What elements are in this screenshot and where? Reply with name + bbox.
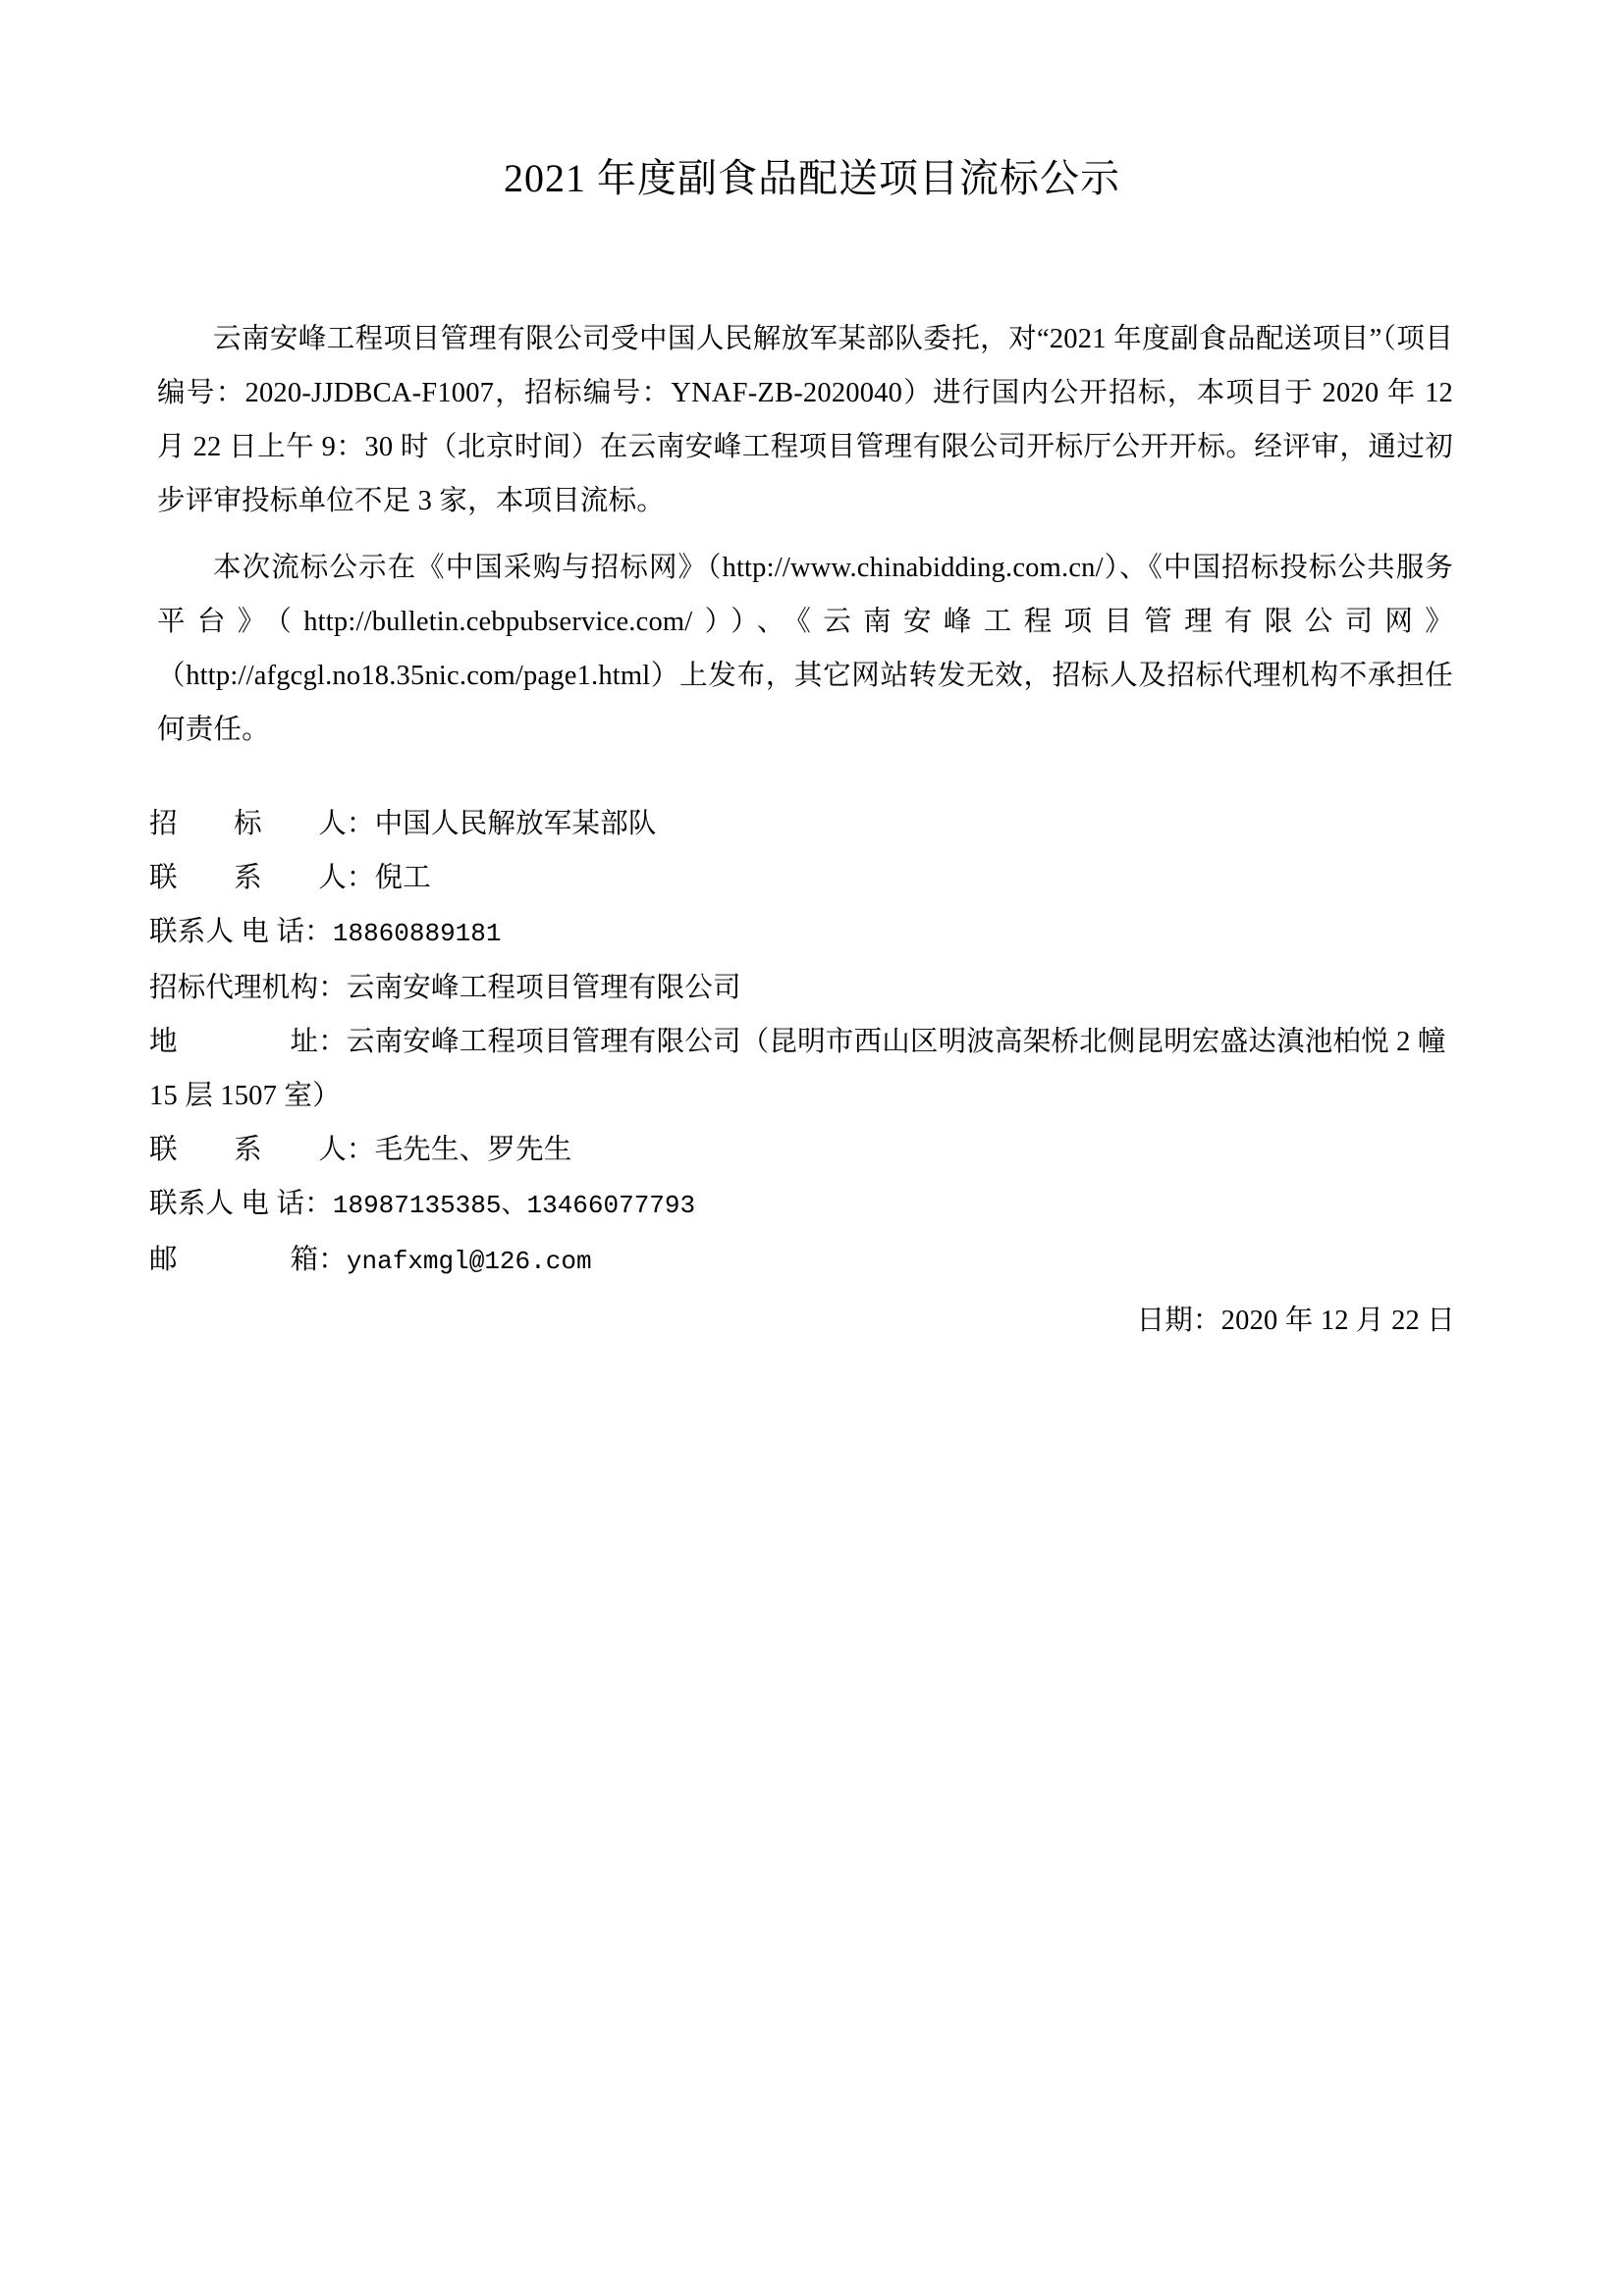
list-item xyxy=(149,1015,1465,1123)
list-item xyxy=(149,797,1465,851)
contact-info-list xyxy=(149,797,1465,1289)
document-date: 日期：2020 年 12 月 22 日 xyxy=(1136,1306,1455,1336)
info-label: 联 系 人： xyxy=(149,863,375,893)
info-value: 18987135385、13466077793 xyxy=(332,1191,696,1220)
info-value: 云南安峰工程项目管理有限公司（昆明市西山区明波高架桥北侧昆明宏盛达滇池柏悦 2 幢 15 层 1507 室） xyxy=(149,1027,1446,1111)
list-item xyxy=(149,1177,1465,1233)
page-title: 2021 年度副食品配送项目流标公示 xyxy=(504,156,1120,200)
info-value: 毛先生、罗先生 xyxy=(374,1135,572,1165)
info-value: 中国人民解放军某部队 xyxy=(374,809,657,839)
info-value: 云南安峰工程项目管理有限公司 xyxy=(346,973,741,1003)
document-body xyxy=(157,312,1453,757)
info-value: ynafxmgl@126.com xyxy=(346,1247,592,1276)
info-value: 倪工 xyxy=(374,863,432,893)
list-item xyxy=(149,961,1465,1015)
list-item xyxy=(149,1123,1465,1177)
info-label: 联系人 电 话： xyxy=(149,1189,333,1219)
info-label: 联 系 人： xyxy=(149,1135,375,1165)
info-label: 联系人 电 话： xyxy=(149,917,333,947)
paragraph-publication-channels: 本次流标公示在《中国采购与招标网》（http://www.chinabidding.com.cn/）、《中国招标投标公共服务平台》（http://bulletin.cebpubservice.com/））、《云南安峰工程项目管理有限公司网》（http://afgcgl.no18.35nic.com/page1.html）上发布，其它网站转发无效，招标人及招标代理机构不承担任何责任。 xyxy=(157,553,1453,745)
info-label: 招 标 人： xyxy=(149,809,375,839)
list-item xyxy=(149,851,1465,905)
info-label: 地 址： xyxy=(149,1027,347,1057)
paragraph-announcement: 云南安峰工程项目管理有限公司受中国人民解放军某部队委托，对“2021 年度副食品配送项目”（项目编号：2020-JJDBCA-F1007，招标编号：YNAF-ZB-2020040）进行国内公开招标，本项目于 2020 年 12 月 22 日上午 9：30 时（北京时间）在云南安峰工程项目管理有限公司开标厅公开开标。经评审，通过初步评审投标单位不足 3 家，本项目流标。 xyxy=(157,324,1453,516)
info-label: 招标代理机构： xyxy=(149,973,347,1003)
list-item xyxy=(149,905,1465,961)
list-item xyxy=(149,1233,1465,1289)
info-label: 邮 箱： xyxy=(149,1245,347,1275)
info-value: 18860889181 xyxy=(332,919,502,948)
